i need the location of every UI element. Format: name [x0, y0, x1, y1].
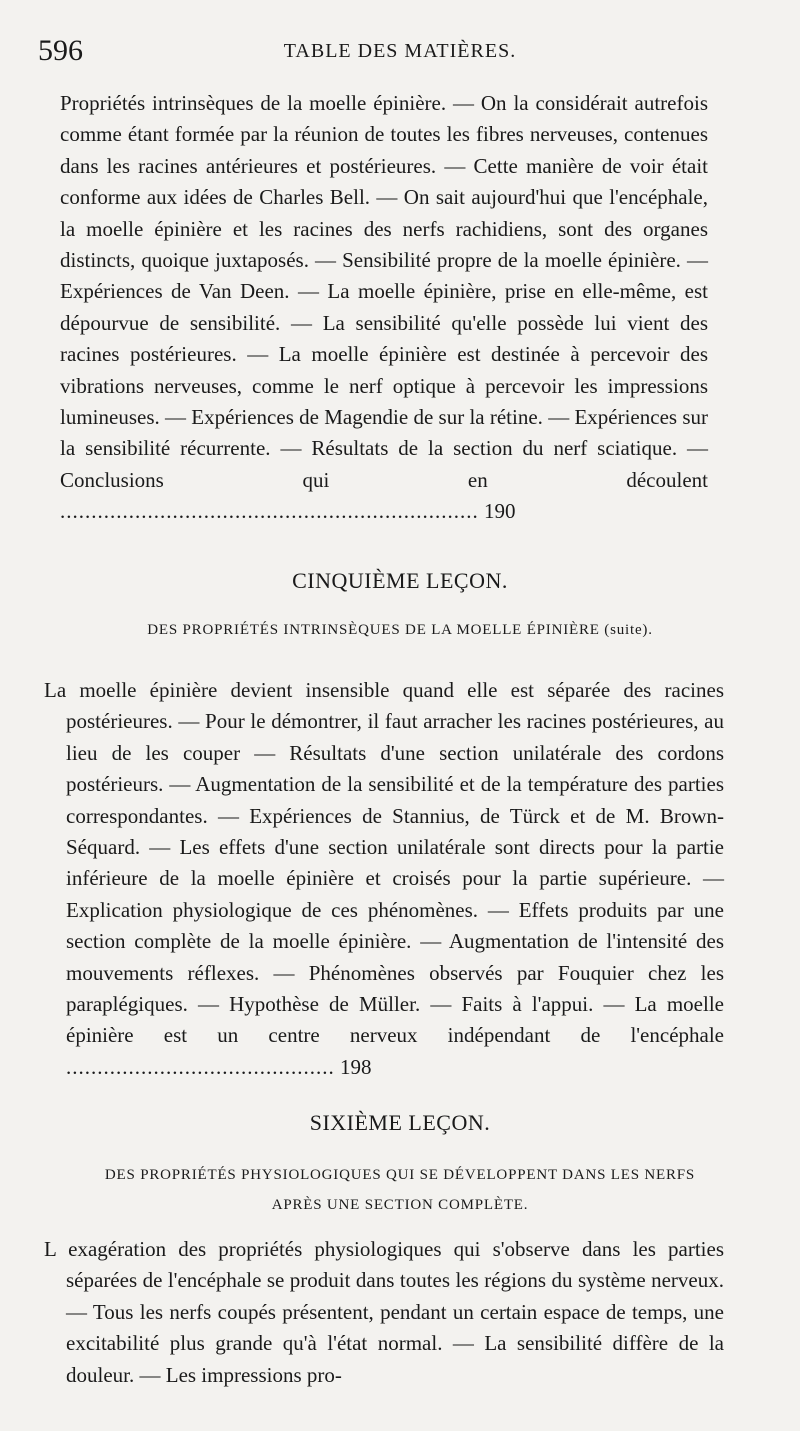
entry-page: 190 — [484, 499, 516, 524]
contents-entry-lesson-6 — [44, 1234, 724, 1391]
lesson-title-6: SIXIÈME LEÇON. — [309, 1110, 491, 1135]
running-head-title: TABLE DES MATIÈRES. — [283, 40, 517, 62]
entry-text: La moelle épinière devient insensible quand elle est séparée des racines postérieures. — Pour le démontrer, il faut arracher les racines postérieures, au lieu de les couper — Résultats d'une section unilatérale des cordons postérieurs. — Augmentation de la sensibilité et de la température des parties correspondantes. — Expériences de Stannius, de Türck et de M. Brown-Séquard. — Les effets d'une section unilatérale sont directs pour la partie inférieure de la moelle épinière et croisés pour la partie supérieure. — Explication physiologique de ces phénomènes. — Effets produits par une section complète de la moelle épinière. — Augmentation de l'intensité des mouvements réflexes. — Phénomènes observés par Fouquier chez les paraplégiques. — Hypothèse de Müller. — Faits à l'appui. — La moelle épinière est un centre nerveux indépendant de l'encéphale — [44, 678, 724, 1048]
subject-line-2: APRÈS UNE SECTION COMPLÈTE. — [271, 1197, 529, 1213]
running-head — [0, 34, 800, 70]
entry-paragraph — [44, 675, 724, 1083]
lesson-subject-5: DES PROPRIÉTÉS INTRINSÈQUES DE LA MOELLE ÉPINIÈRE (suite). — [147, 622, 653, 638]
entry-page: 198 — [340, 1054, 372, 1079]
entry-paragraph: L exagération des propriétés physiologiques qui s'observe dans les parties séparées de l'encéphale se produit dans toutes les régions du système nerveux. — Tous les nerfs coupés présentent, pendant un certain espace de temps, une excitabilité plus grande qu'à l'état normal. — La sensibilité diffère de la douleur. — Les impressions pro- — [44, 1237, 724, 1387]
entry-text: Propriétés intrinsèques de la moelle épinière. — On la considérait autrefois comme étant formée par la réunion de toutes les fibres nerveuses, contenues dans les racines antérieures et postérieures. — Cette manière de voir était conforme aux idées de Charles Bell. — On sait aujourd'hui que l'encéphale, la moelle épinière et les racines des nerfs rachidiens, sont des organes distincts, quoique juxtaposés. — Sensibilité propre de la moelle épinière. — Expériences de Van Deen. — La moelle épinière, prise en elle-même, est dépourvue de sensibilité. — La sensibilité qu'elle possède lui vient des racines postérieures. — La moelle épinière est destinée à percevoir des vibrations nerveuses, comme le nerf optique à percevoir les impressions lumineuses. — Expériences de Magendie de sur la rétine. — Expériences sur la sensibilité récurrente. — Résultats de la section du nerf sciatique. — Conclusions qui en découlent — [60, 91, 708, 492]
contents-entry-lesson-4 — [60, 88, 708, 528]
lesson-title-5: CINQUIÈME LEÇON. — [292, 568, 508, 593]
contents-entry-lesson-5 — [44, 675, 724, 1083]
lesson-subject-6 — [80, 1160, 720, 1220]
page-number: 596 — [38, 34, 83, 67]
subject-line-1: DES PROPRIÉTÉS PHYSIOLOGIQUES QUI SE DÉVELOPPENT DANS LES NERFS — [104, 1167, 696, 1183]
leader-dots: ........................................... — [66, 1054, 335, 1079]
leader-dots: ................................................................... — [60, 499, 479, 524]
entry-paragraph — [60, 88, 708, 528]
